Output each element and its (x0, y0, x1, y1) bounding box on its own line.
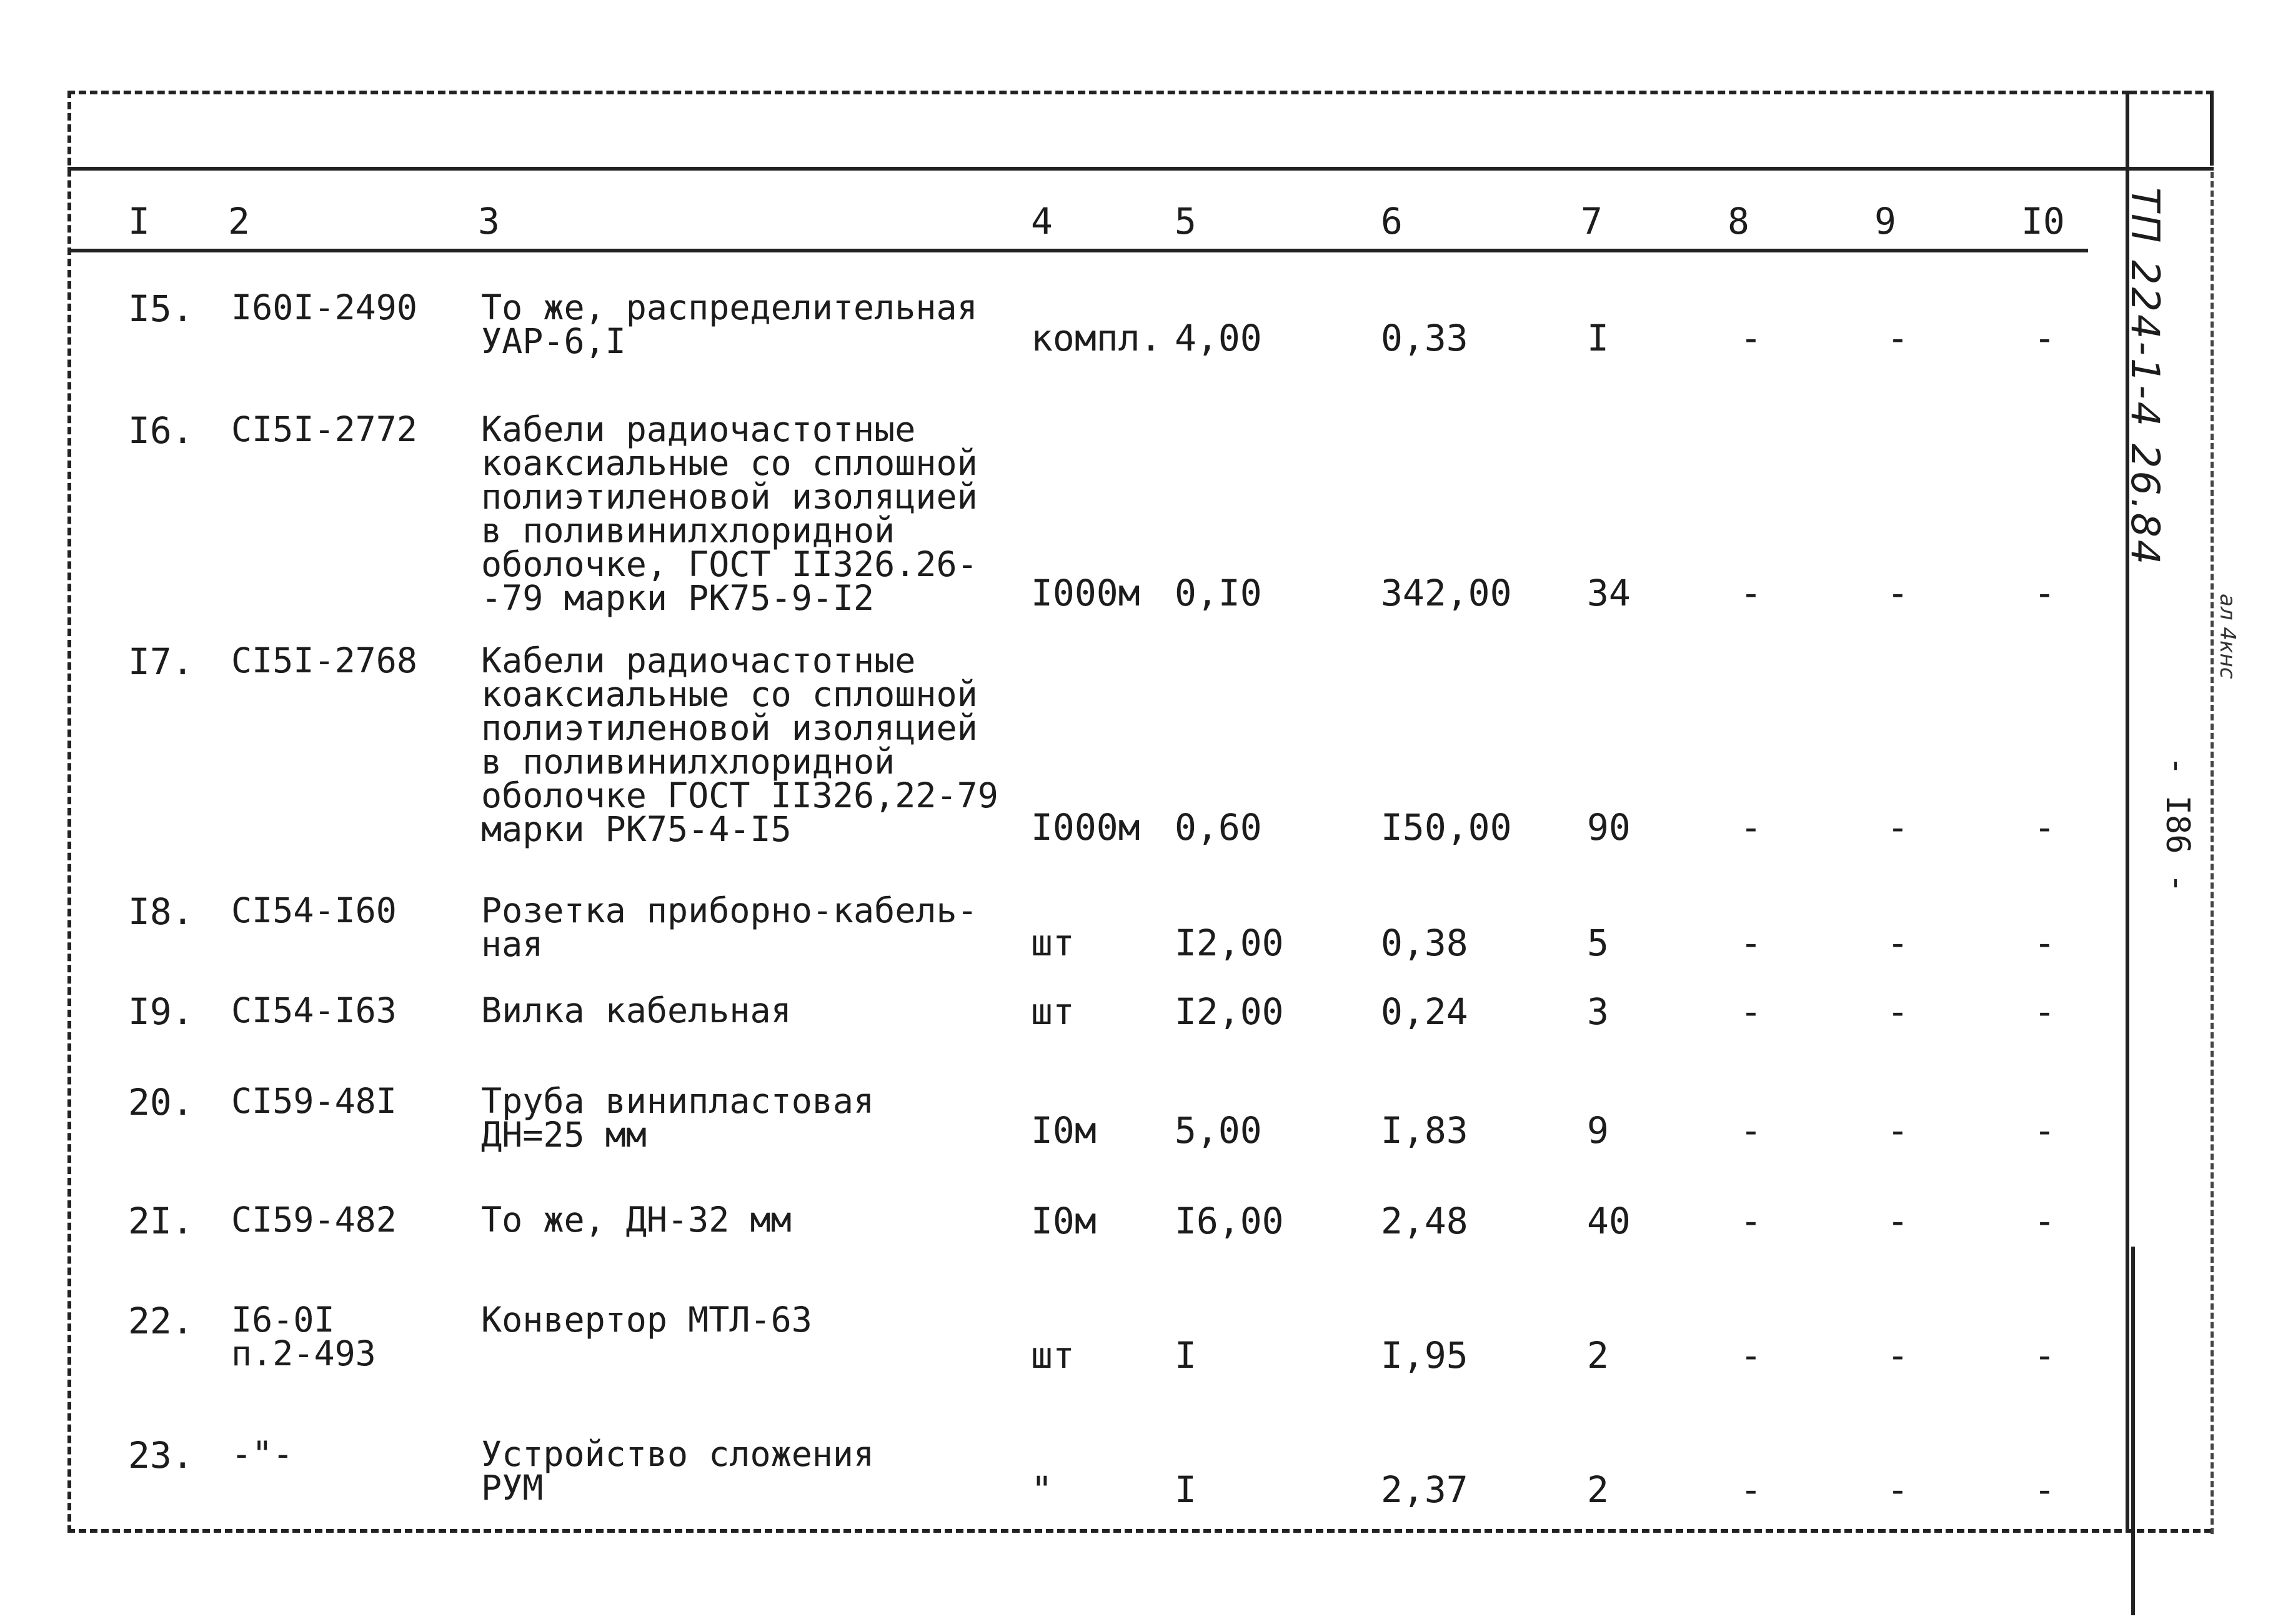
cell-desc: Конвертор МТЛ-63 (481, 1300, 812, 1340)
cell-qty: 0,60 (1175, 806, 1262, 849)
cell-total: 40 (1587, 1200, 1631, 1242)
cell-c9: - (1887, 1468, 1909, 1511)
cell-qty: I (1175, 1468, 1196, 1511)
cell-unit: компл. (1031, 317, 1162, 359)
frame-bottom-border (67, 1529, 2212, 1533)
cell-code: CI5I-2772 (231, 409, 418, 449)
col-header-1: I (128, 200, 150, 242)
cell-c9: - (1887, 806, 1909, 849)
cell-c8: - (1740, 1200, 1762, 1242)
col-header-10: I0 (2021, 200, 2065, 242)
col-header-2: 2 (228, 200, 250, 242)
col-header-6: 6 (1381, 200, 1403, 242)
cell-total: 5 (1587, 922, 1609, 964)
cell-code: CI54-I63 (231, 990, 397, 1030)
cell-price: 342,00 (1381, 572, 1512, 614)
cell-desc: Труба винипластовая ДН=25 мм (481, 1081, 875, 1155)
frame-left-border (67, 91, 71, 1533)
cell-unit: шт (1031, 990, 1075, 1033)
cell-qty: I (1175, 1334, 1196, 1377)
cell-c8: - (1740, 806, 1762, 849)
cell-desc: Вилка кабельная (481, 990, 792, 1030)
cell-unit: I000м (1031, 806, 1140, 849)
cell-total: 90 (1587, 806, 1631, 849)
cell-num: 23. (128, 1434, 194, 1477)
stamp-top-border (2129, 91, 2214, 94)
cell-unit: шт (1031, 922, 1075, 964)
cell-c10: - (2034, 922, 2056, 964)
stamp-right-top-line (2210, 91, 2214, 166)
cell-c9: - (1887, 1334, 1909, 1377)
col-header-9: 9 (1874, 200, 1896, 242)
cell-c10: - (2034, 572, 2056, 614)
cell-num: 22. (128, 1300, 194, 1342)
cell-c8: - (1740, 1109, 1762, 1152)
cell-c8: - (1740, 922, 1762, 964)
cell-unit: шт (1031, 1334, 1075, 1377)
cell-price: 0,33 (1381, 317, 1468, 359)
col-header-5: 5 (1175, 200, 1196, 242)
cell-total: 9 (1587, 1109, 1609, 1152)
cell-qty: I2,00 (1175, 990, 1284, 1033)
cell-price: 2,48 (1381, 1200, 1468, 1242)
cell-c10: - (2034, 990, 2056, 1033)
cell-code: CI5I-2768 (231, 640, 418, 680)
cell-num: I6. (128, 409, 194, 452)
cell-price: I,95 (1381, 1334, 1468, 1377)
cell-qty: I2,00 (1175, 922, 1284, 964)
cell-c8: - (1740, 1334, 1762, 1377)
cell-code: CI59-48I (231, 1081, 397, 1121)
cell-total: 3 (1587, 990, 1609, 1033)
cell-total: I (1587, 317, 1609, 359)
cell-num: 2I. (128, 1200, 194, 1242)
stamp-rule (2129, 167, 2214, 171)
cell-c10: - (2034, 1468, 2056, 1511)
cell-num: I8. (128, 890, 194, 933)
cell-price: I,83 (1381, 1109, 1468, 1152)
document-code: ТП 224-1-4 26.84 (2122, 187, 2168, 567)
album-mark: ал 4кнс (2215, 594, 2240, 679)
cell-price: 0,38 (1381, 922, 1468, 964)
cell-price: 0,24 (1381, 990, 1468, 1033)
cell-code: -"- (231, 1434, 294, 1474)
cell-price: 2,37 (1381, 1468, 1468, 1511)
cell-qty: 0,I0 (1175, 572, 1262, 614)
cell-c8: - (1740, 317, 1762, 359)
cell-desc: То же, ДН-32 мм (481, 1200, 792, 1240)
cell-num: 20. (128, 1081, 194, 1123)
cell-c10: - (2034, 317, 2056, 359)
cell-unit: I0м (1031, 1200, 1097, 1242)
cell-unit: I0м (1031, 1109, 1097, 1152)
cell-desc: То же, распределительная УАР-6,I (481, 287, 978, 361)
cell-c10: - (2034, 806, 2056, 849)
cell-c10: - (2034, 1334, 2056, 1377)
cell-total: 2 (1587, 1334, 1609, 1377)
cell-num: I9. (128, 990, 194, 1033)
cell-c9: - (1887, 1200, 1909, 1242)
stamp-inner-line (2131, 1247, 2135, 1615)
cell-total: 2 (1587, 1468, 1609, 1511)
cell-total: 34 (1587, 572, 1631, 614)
cell-num: I5. (128, 287, 194, 330)
cell-desc: Устройство сложения РУМ (481, 1434, 875, 1508)
cell-unit: " (1031, 1468, 1053, 1511)
cell-code: I6-0I п.2-493 (231, 1300, 376, 1373)
cell-c9: - (1887, 922, 1909, 964)
cell-c9: - (1887, 572, 1909, 614)
cell-desc: Розетка приборно-кабель- ная (481, 890, 978, 964)
cell-c9: - (1887, 990, 1909, 1033)
stamp-right-dashed-line (2211, 172, 2214, 1534)
cell-unit: I000м (1031, 572, 1140, 614)
title-block-rule (67, 167, 2129, 171)
cell-qty: I6,00 (1175, 1200, 1284, 1242)
cell-num: I7. (128, 640, 194, 683)
header-rule (67, 249, 2088, 252)
cell-c8: - (1740, 1468, 1762, 1511)
cell-c9: - (1887, 1109, 1909, 1152)
cell-price: I50,00 (1381, 806, 1512, 849)
col-header-3: 3 (478, 200, 500, 242)
col-header-4: 4 (1031, 200, 1053, 242)
cell-code: CI54-I60 (231, 890, 397, 930)
cell-code: CI59-482 (231, 1200, 397, 1240)
cell-code: I60I-2490 (231, 287, 418, 327)
cell-desc: Кабели радиочастотные коаксиальные со сплошной полиэтиленовой изоляцией в поливинилхлоридной оболочке, ГОСТ II326.26- -79 марки PK75-9-I2 (481, 409, 978, 618)
cell-c8: - (1740, 572, 1762, 614)
cell-c9: - (1887, 317, 1909, 359)
col-header-8: 8 (1728, 200, 1749, 242)
cell-qty: 5,00 (1175, 1109, 1262, 1152)
cell-c8: - (1740, 990, 1762, 1033)
frame-top-border (67, 91, 2129, 94)
cell-qty: 4,00 (1175, 317, 1262, 359)
sheet-number: - I86 - (2159, 756, 2196, 894)
col-header-7: 7 (1581, 200, 1603, 242)
cell-c10: - (2034, 1109, 2056, 1152)
cell-c10: - (2034, 1200, 2056, 1242)
cell-desc: Кабели радиочастотные коаксиальные со сплошной полиэтиленовой изоляцией в поливинилхлоридной оболочке ГОСТ II326,22-79 марки PK75-4-I5 (481, 640, 998, 849)
